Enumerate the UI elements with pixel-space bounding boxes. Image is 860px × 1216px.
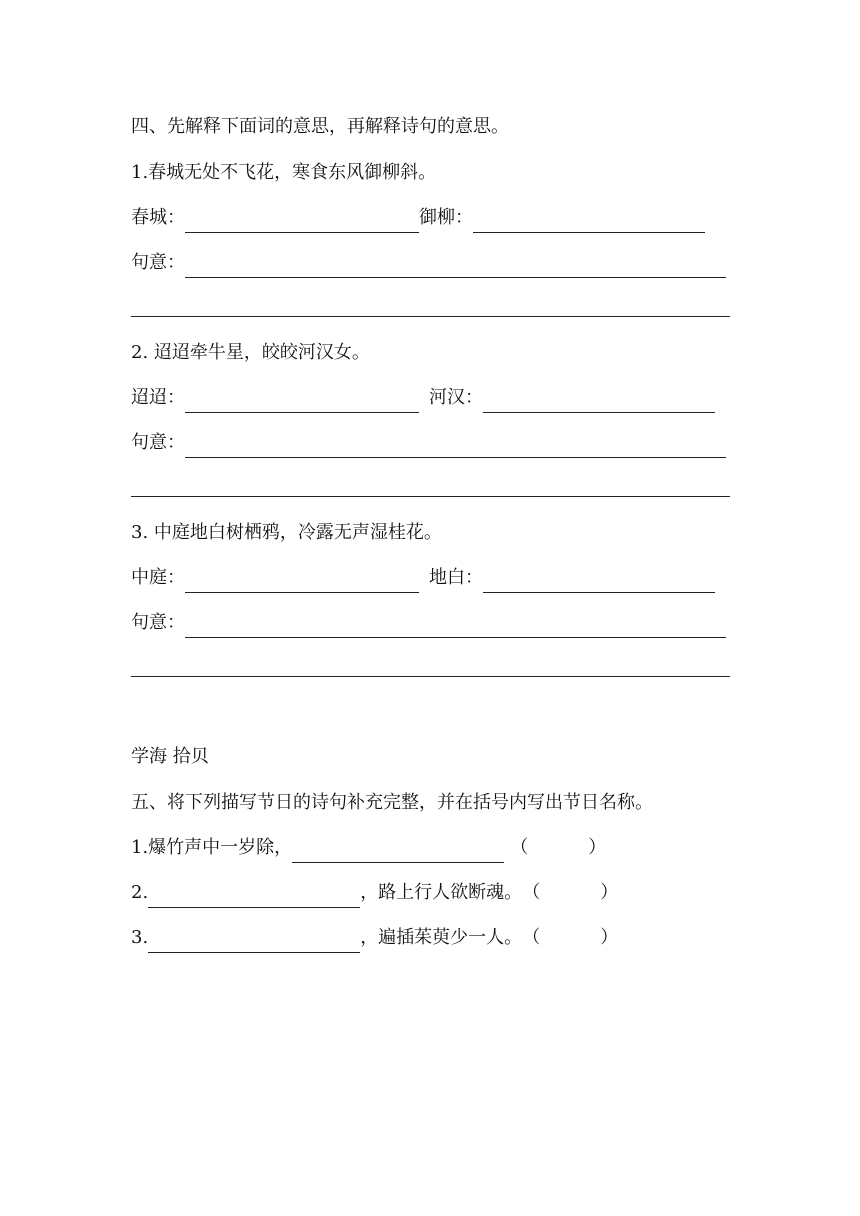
section5-heading: 五、将下列描写节日的诗句补充完整，并在括号内写出节日名称。	[131, 792, 653, 813]
s5-q3-paren-open: （	[522, 927, 541, 948]
q1-meaning-label: 句意：	[131, 252, 185, 273]
q3-poem-line: 3. 中庭地白树栖鸦，冷露无声湿桂花。	[131, 522, 442, 543]
s5-q2-suffix: ，路上行人欲断魂。	[360, 882, 523, 903]
q3-meaning-row	[131, 608, 731, 638]
q3-term1-label: 中庭：	[131, 567, 185, 588]
q1-term2-blank[interactable]	[473, 210, 705, 233]
s5-q3-prefix: 3.	[131, 927, 149, 948]
q2-poem-line: 2. 迢迢牵牛星，皎皎河汉女。	[131, 342, 370, 363]
s5-q2-row	[131, 878, 731, 908]
s5-q3-suffix: ，遍插茱萸少一人。	[360, 927, 523, 948]
q2-term2-label: 河汉：	[429, 387, 483, 408]
q1-term1-blank[interactable]	[185, 210, 419, 233]
q1-meaning-row	[131, 248, 731, 278]
q3-term2-label: 地白：	[429, 567, 483, 588]
xuehai-title: 学海 拾贝	[131, 746, 209, 767]
q1-terms-row	[131, 203, 731, 233]
s5-q3-row	[131, 923, 731, 953]
s5-q1-prefix: 1.爆竹声中一岁除，	[131, 837, 293, 858]
q3-meaning-label: 句意：	[131, 612, 185, 633]
q3-meaning-blank-2[interactable]	[131, 676, 730, 677]
q1-term2-label: 御柳：	[419, 207, 473, 228]
s5-q2-blank[interactable]	[148, 885, 360, 908]
q2-meaning-row	[131, 428, 731, 458]
s5-q1-blank[interactable]	[292, 840, 504, 863]
q2-meaning-blank-2[interactable]	[131, 496, 730, 497]
q2-meaning-blank[interactable]	[185, 435, 726, 458]
s5-q3-paren-close[interactable]: ）	[600, 927, 619, 948]
s5-q1-row	[131, 833, 731, 863]
s5-q1-paren-open: （	[510, 837, 529, 858]
s5-q1-paren-close[interactable]: ）	[588, 837, 607, 858]
s5-q2-paren-open: （	[522, 882, 541, 903]
q1-meaning-blank-2[interactable]	[131, 316, 730, 317]
q2-term2-blank[interactable]	[483, 390, 715, 413]
q3-term1-blank[interactable]	[185, 570, 419, 593]
s5-q2-paren-close[interactable]: ）	[600, 882, 619, 903]
s5-q3-blank[interactable]	[148, 930, 360, 953]
q3-terms-row	[131, 563, 731, 593]
q3-term2-blank[interactable]	[483, 570, 715, 593]
q3-meaning-blank[interactable]	[185, 615, 726, 638]
q2-term1-blank[interactable]	[185, 390, 419, 413]
q2-meaning-label: 句意：	[131, 432, 185, 453]
section4-heading: 四、先解释下面词的意思，再解释诗句的意思。	[131, 116, 509, 137]
q1-term1-label: 春城：	[131, 207, 185, 228]
q1-poem-line: 1.春城无处不飞花，寒食东风御柳斜。	[131, 162, 437, 183]
q2-term1-label: 迢迢：	[131, 387, 185, 408]
s5-q2-prefix: 2.	[131, 882, 149, 903]
q2-terms-row	[131, 383, 731, 413]
q1-meaning-blank[interactable]	[185, 255, 726, 278]
